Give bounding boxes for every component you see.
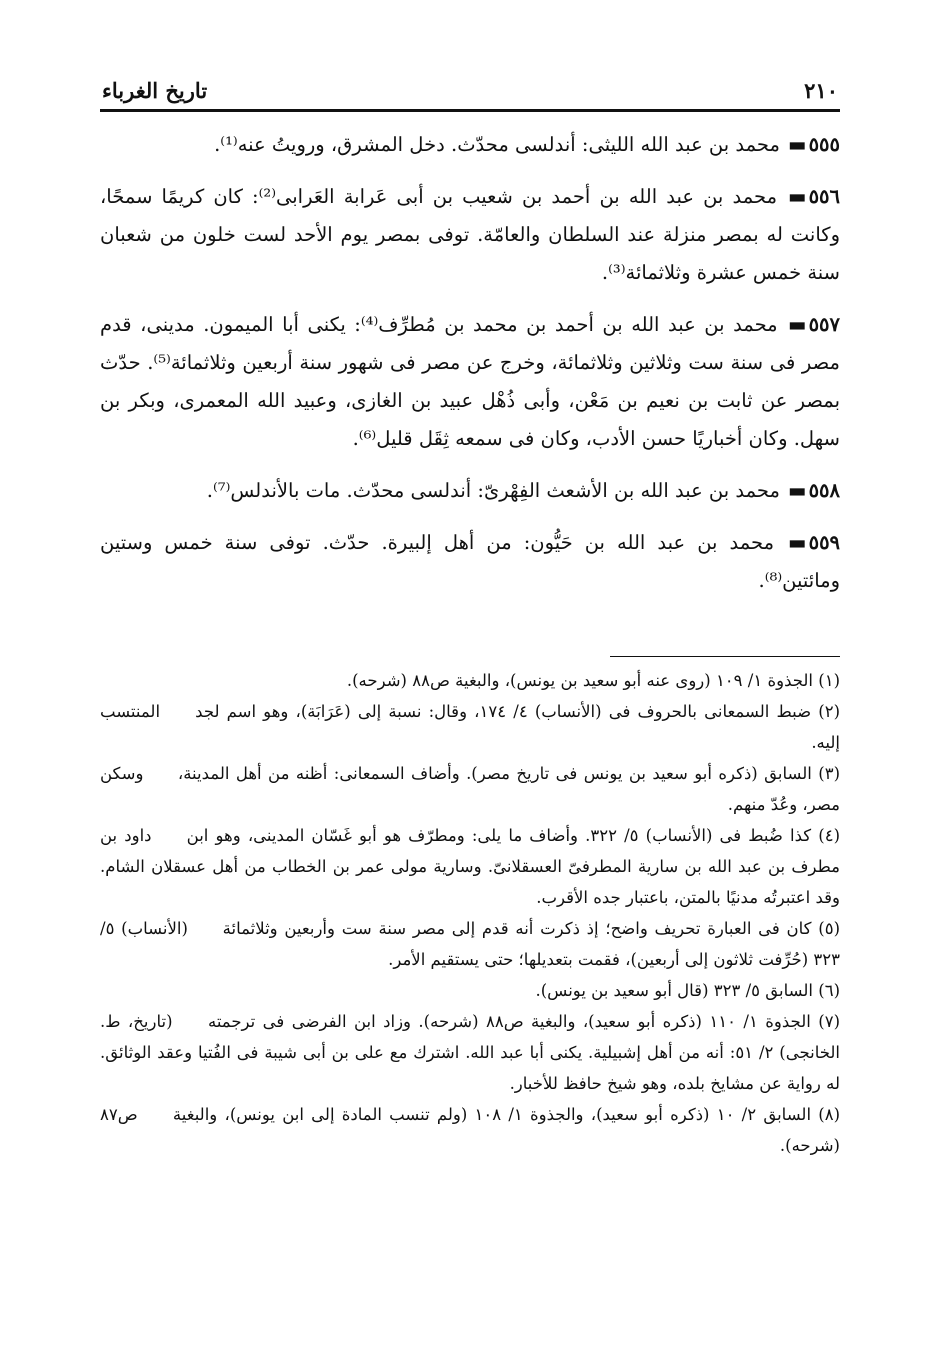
footnote-continuation: المنتسب إليه. [100,702,840,752]
footnote-continuation: (تاريخ، ط. الخانجى) ٢/ ٥١: أنه من أهل إشبيلية. يكنى أبا عبد الله. اشترك مع على بن أبى شيبة فى الفُتيا وعقد الوثائق. له رواية عن مشايخ بلده، وهو شيخ حافظ للأخبار. [100,1012,841,1093]
entry-dash: ▬ [788,479,807,502]
book-page [100,78,840,1161]
entry-text: محمد بن عبد الله بن أحمد بن محمد بن مُطرِّف⁽⁴⁾: يكنى أبا الميمون. مدينى، قدم مصر فى سنة ست وثلاثين وثلاثمائة، وخرج عن مصر فى شهور سنة أربعين وثلاثمائة⁽⁵⁾. حدّث بمصر عن ثابت بن نعيم بن مَعْن، وأبى ذُهْل عبيد بن الغازى، وعبيد الله المعمرى، وبكر بن سهل. وكان أخباريًا حسن الأدب، وكان فى سمعه ثِقَل قليل⁽⁶⁾. [100,313,840,450]
footnote-text: (١) الجذوة ١/ ١٠٩ (روى عنه أبو سعيد بن يونس)، والبغية ص٨٨ (شرحه). [346,671,840,690]
footnote [100,758,840,820]
footnote-continuation: وسكن مصر، وعُدّ منهم. [100,764,840,814]
entry [100,472,840,510]
footnote-text: (٦) السابق ٥/ ٣٢٣ (قال أبو سعيد بن يونس). [535,981,840,1000]
entry [100,306,840,458]
footnote-continuation: داود بن مطرف بن عبد الله بن سارية المطرفىّ العسقلانىّ. وسارية مولى عمر بن الخطاب من أهل عسقلان الشام. وقد اعتبرتُه مدنيًا بالمتن، باعتبار جده الأقرب. [100,826,840,907]
footnote [100,820,840,913]
entry-dash: ▬ [788,133,807,156]
footnote-text: (٣) السابق (ذكره أبو سعيد بن يونس فى تاريخ مصر). وأضاف السمعانى: أظنه من أهل المدينة، [177,764,841,783]
footnote-text: (٨) السابق ٢/ ١٠ (ذكره أبو سعيد)، والجذوة ١/ ١٠٨ (ولم تنسب المادة إلى ابن يونس)، والبغية [172,1105,841,1124]
footnote [100,913,840,975]
header-rule [100,109,840,112]
entry-text: محمد بن عبد الله بن حَيُّون: من أهل إلبيرة. حدّث. توفى سنة خمس وستين ومائتين⁽⁸⁾. [100,531,840,592]
entry-text: محمد بن عبد الله بن أحمد بن شعيب بن أبى عَرابة العَرابى⁽²⁾: كان كريمًا سمحًا، وكانت له بمصر منزلة عند السلطان والعامّة. توفى بمصر يوم الأحد لست خلون من شعبان سنة خمس عشرة وثلاثمائة⁽³⁾. [100,185,840,284]
entry [100,126,840,164]
footnotes-rule [610,656,840,657]
footnote-continuation: (الأنساب) ٥/ ٣٢٣ (حُرِّفت ثلاثون إلى أربعين)، فقمت بتعديلها؛ حتى يستقيم الأمر. [100,919,840,969]
entry [100,524,840,600]
footnotes [100,665,840,1161]
footnote [100,665,840,696]
footnote [100,1099,840,1161]
entry-dash: ▬ [788,313,807,336]
footnote [100,1006,840,1099]
footnote-text: (٢) ضبط السمعانى بالحروف فى (الأنساب) ٤/ ١٧٤، وقال: نسبة إلى (عَرَابَة)، وهو اسم لجد [195,702,840,721]
entry-number: ٥٥٨ [808,479,840,502]
book-title: تاريخ الغرباء [102,78,208,103]
footnote-continuation: ص٨٧ (شرحه). [100,1105,840,1155]
entry-number: ٥٥٦ [808,185,840,208]
footnote-text: (٥) كان فى العبارة تحريف واضح؛ إذ ذكرت أنه قدم إلى مصر سنة ست وأربعين وثلاثمائة [222,919,840,938]
footnote [100,696,840,758]
entry [100,178,840,292]
entry-dash: ▬ [788,531,807,554]
footnote-text: (٧) الجذوة ١/ ١١٠ (ذكره أبو سعيد)، والبغية ص٨٨ (شرحه). وزاد ابن الفرضى فى ترجمته [207,1012,840,1031]
entry-dash: ▬ [788,185,807,208]
entry-number: ٥٥٥ [808,133,840,156]
entry-number: ٥٥٩ [808,531,841,554]
entry-text: محمد بن عبد الله الليثى: أندلسى محدّث. دخل المشرق، ورويتُ عنه⁽¹⁾. [214,133,780,156]
footnote-text: (٤) كذا ضُبط فى (الأنساب) ٥/ ٣٢٢. وأضاف ما يلى: ومطرّف هو أبو غَسّان المدينى، وهو ابن [186,826,841,845]
running-header [100,78,840,109]
footnote [100,975,840,1006]
entry-number: ٥٥٧ [808,313,840,336]
biographical-entries [100,126,840,600]
entry-text: محمد بن عبد الله بن الأشعث الفِهْرىّ: أندلسى محدّث. مات بالأندلس⁽⁷⁾. [206,479,780,502]
page-number: ٢١٠ [804,78,838,103]
